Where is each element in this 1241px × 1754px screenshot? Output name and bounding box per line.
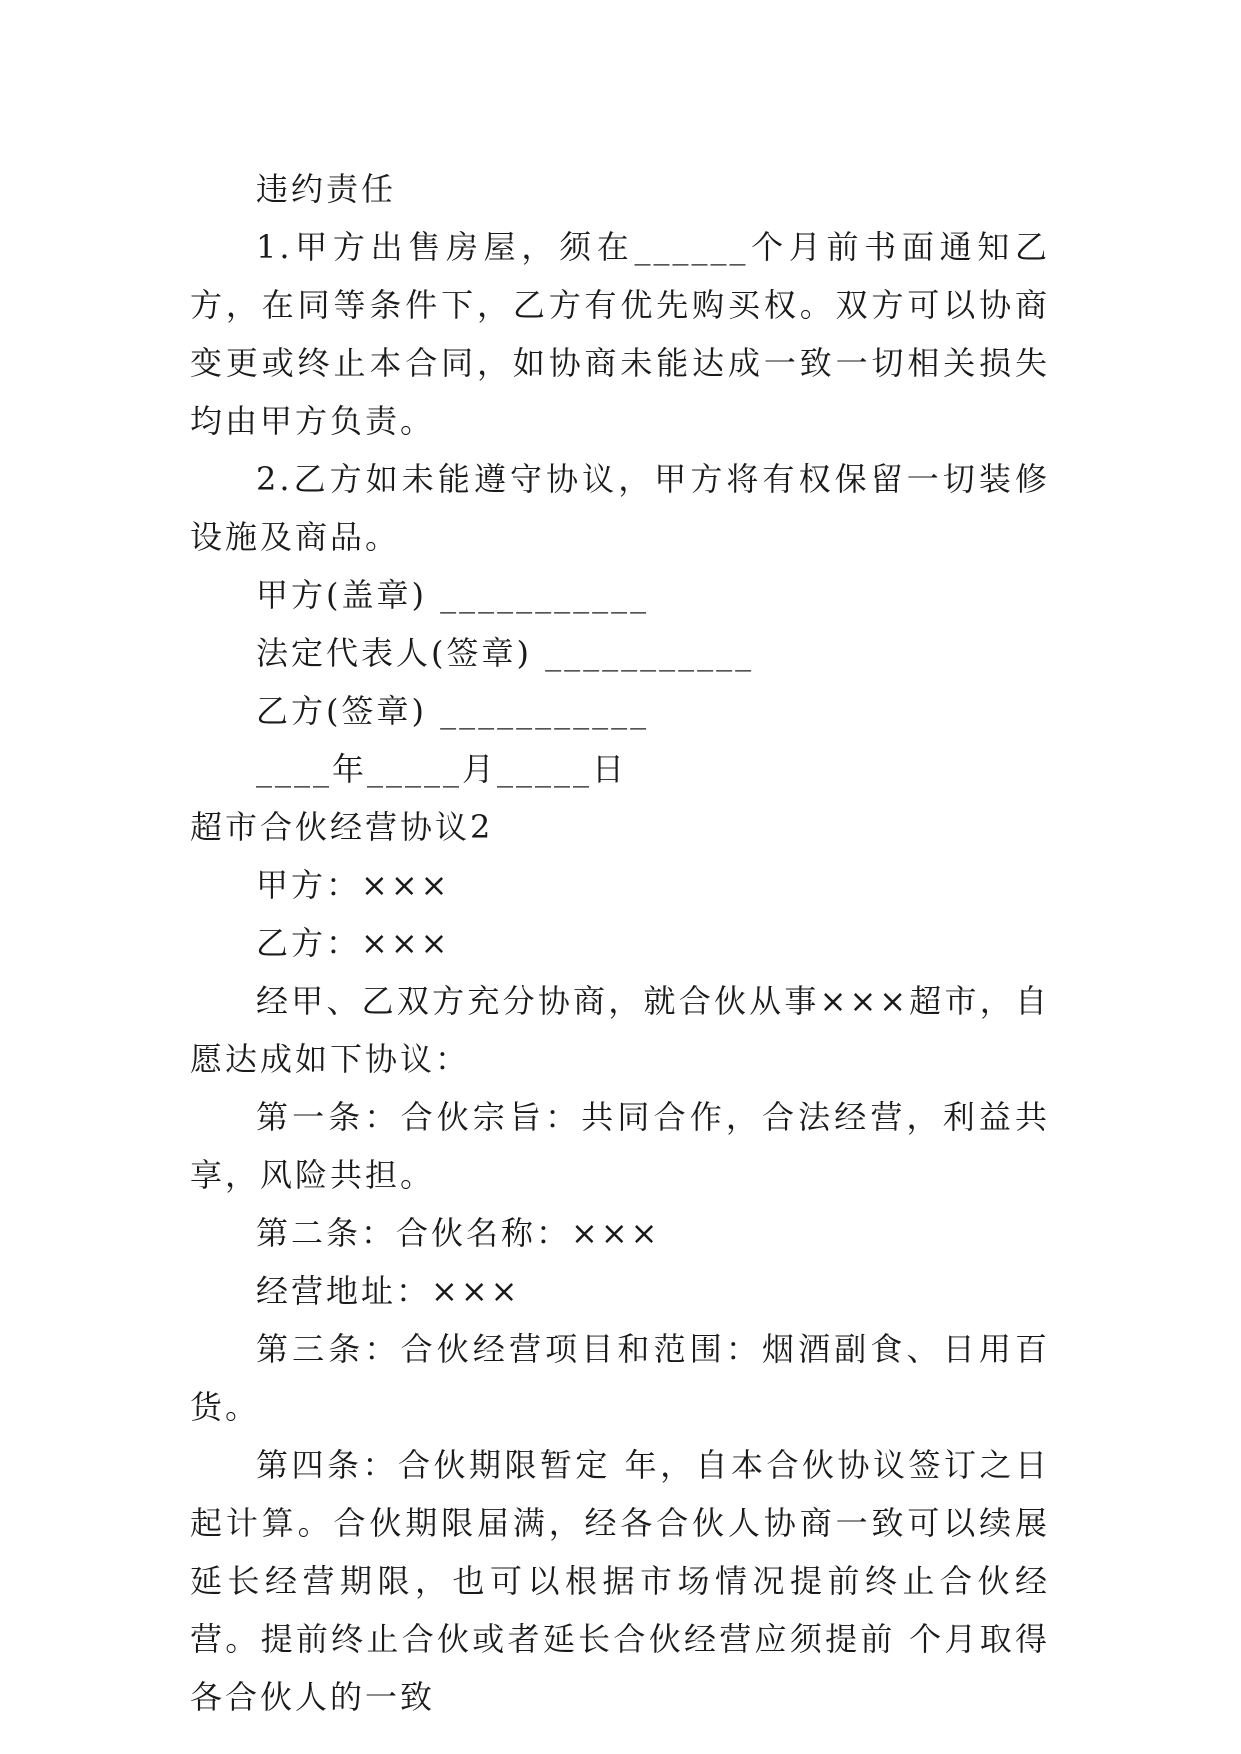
breach-heading: 违约责任 <box>256 170 397 208</box>
article-4: 第四条：合伙期限暂定 年，自本合伙协议签订之日起计算。合伙期限届满，经各合伙人协商一致可以续展延长经营期限，也可以根据市场情况提前终止合伙经营。提前终止合伙或者延长合伙经营应须提前 个月取得各合伙人的一致 <box>190 1446 1050 1716</box>
article-1: 第一条：合伙宗旨：共同合作，合法经营，利益共享，风险共担。 <box>190 1098 1050 1194</box>
agreement-title: 超市合伙经营协议2 <box>190 808 494 846</box>
party-a: 甲方：××× <box>256 866 451 904</box>
clause-1: 1.甲方出售房屋，须在______个月前书面通知乙方，在同等条件下，乙方有优先购买权。双方可以协商变更或终止本合同，如协商未能达成一致一切相关损失均由甲方负责。 <box>190 228 1050 440</box>
clause-2: 2.乙方如未能遵守协议，甲方将有权保留一切装修设施及商品。 <box>190 460 1050 556</box>
article-3: 第三条：合伙经营项目和范围：烟酒副食、日用百货。 <box>190 1330 1050 1426</box>
preamble: 经甲、乙双方充分协商，就合伙从事×××超市，自愿达成如下协议： <box>190 982 1050 1078</box>
business-address: 经营地址：××× <box>256 1272 521 1310</box>
sign-legal-rep: 法定代表人(签章) ___________ <box>256 634 755 672</box>
document-body <box>190 160 1050 1726</box>
sign-date: ____年_____月_____日 <box>256 750 628 788</box>
sign-party-b: 乙方(签章) ___________ <box>256 692 650 730</box>
article-2: 第二条：合伙名称：××× <box>256 1214 661 1252</box>
sign-party-a: 甲方(盖章) ___________ <box>256 576 650 614</box>
party-b: 乙方：××× <box>256 924 451 962</box>
